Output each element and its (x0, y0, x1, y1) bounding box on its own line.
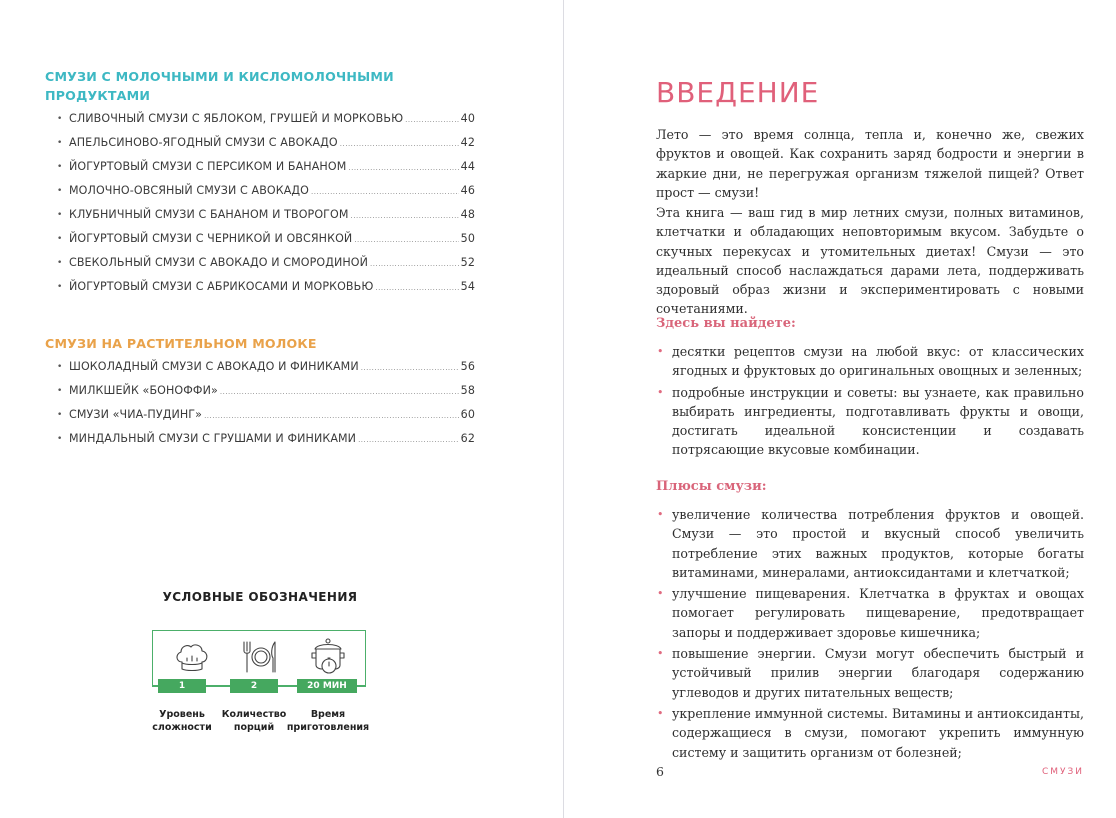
toc-item[interactable] (45, 403, 475, 427)
caption-line: порций (233, 722, 275, 733)
servings-badge: 2 (230, 679, 278, 693)
bullet-icon: • (657, 647, 664, 661)
bullet-icon: • (657, 706, 664, 720)
intro-paragraph: Лето — это время солнца, тепла и, конечно же, свежих фруктов и овощей. Как сохранить заряд бодрости и энергии в жаркие дни, не перегружая организм тяжелой пищей? Ответ прост — смузи! (656, 127, 1084, 200)
dot-leader (348, 156, 458, 180)
toc-item-title: ЙОГУРТОВЫЙ СМУЗИ С АБРИКОСАМИ И МОРКОВЬЮ (69, 280, 374, 293)
toc-item-title: МИЛКШЕЙК «БОНОФФИ» (69, 384, 218, 397)
bullet-icon: • (57, 410, 63, 420)
bullet-icon: • (57, 186, 63, 196)
dot-leader (311, 180, 459, 204)
toc-item[interactable] (45, 155, 475, 179)
list-item (656, 704, 1084, 762)
right-page (564, 0, 1116, 818)
bullet-icon: • (657, 587, 664, 601)
toc-item-title: ЙОГУРТОВЫЙ СМУЗИ С ЧЕРНИКОЙ И ОВСЯНКОЙ (69, 232, 353, 245)
dot-leader (405, 108, 459, 132)
bullet-icon: • (657, 508, 664, 521)
list-item-text: укрепление иммунной системы. Витамины и антиоксиданты, содержащиеся в смузи, помогают укрепить иммунную систему и защитить организм от болезней; (672, 705, 1084, 760)
list-item (656, 342, 1084, 381)
page-number: 6 (656, 764, 664, 779)
toc-heading-line: СМУЗИ С МОЛОЧНЫМИ И КИСЛОМОЛОЧНЫМИ (45, 69, 394, 84)
bullet-icon: • (57, 138, 63, 148)
legend (140, 590, 380, 733)
dot-leader (361, 356, 459, 380)
toc-item-page: 46 (460, 184, 475, 197)
list-item-text: повышение энергии. Смузи могут обеспечить быстрый и устойчивый прилив энергии благодаря содержанию углеводов и других питательных веществ; (672, 646, 1084, 700)
chef-hat-icon (172, 637, 212, 677)
dot-leader (370, 252, 459, 276)
toc-item-title: МОЛОЧНО-ОВСЯНЫЙ СМУЗИ С АВОКАДО (69, 184, 309, 197)
toc-item-page: 50 (460, 232, 475, 245)
section-heading-benefits: Плюсы смузи: (656, 479, 767, 494)
list-item-text: увеличение количества потребления фруктов и овощей. Смузи — это простой и вкусный способ увеличить потребление этих важных продуктов, которые богаты витаминами, минералами, антиоксидантами и клетчаткой; (672, 507, 1084, 580)
running-head: СМУЗИ (1041, 767, 1084, 777)
toc-item[interactable] (45, 227, 475, 251)
plate-cutlery-icon (240, 637, 280, 677)
list-item-text: подробные инструкции и советы: вы узнаете, как правильно выбирать ингредиенты, подготавливать фрукты и овощи, достигать идеальной консистенции и создавать потрясающие вкусовые комбинации. (672, 384, 1084, 458)
bullet-icon: • (57, 282, 63, 292)
dot-leader (204, 404, 459, 428)
page-title: ВВЕДЕНИЕ (656, 76, 820, 109)
bullet-icon: • (57, 234, 63, 244)
toc-item-title: СВЕКОЛЬНЫЙ СМУЗИ С АВОКАДО И СМОРОДИНОЙ (69, 256, 369, 269)
toc-item-title: ЙОГУРТОВЫЙ СМУЗИ С ПЕРСИКОМ И БАНАНОМ (69, 160, 347, 173)
list-item (656, 383, 1084, 460)
pot-timer-icon (308, 637, 348, 677)
toc-section-dairy (45, 67, 475, 299)
dot-leader (220, 380, 459, 404)
toc-item-title: МИНДАЛЬНЫЙ СМУЗИ С ГРУШАМИ И ФИНИКАМИ (69, 432, 357, 445)
toc-item-page: 40 (460, 112, 475, 125)
toc-item[interactable] (45, 131, 475, 155)
caption-line: приготовления (286, 722, 370, 733)
list-item (656, 584, 1084, 642)
caption-line: Время (310, 709, 346, 720)
toc-item-title: СМУЗИ «ЧИА-ПУДИНГ» (69, 408, 203, 421)
legend-title: УСЛОВНЫЕ ОБОЗНАЧЕНИЯ (162, 590, 358, 604)
toc-item[interactable] (45, 427, 475, 451)
bullet-icon: • (57, 210, 63, 220)
toc-item-title: АПЕЛЬСИНОВО-ЯГОДНЫЙ СМУЗИ С АВОКАДО (69, 136, 338, 149)
toc-heading-line: СМУЗИ НА РАСТИТЕЛЬНОМ МОЛОКЕ (45, 336, 317, 351)
toc-item[interactable] (45, 107, 475, 131)
toc-section-plant-milk (45, 334, 475, 451)
bullet-icon: • (57, 114, 63, 124)
bullet-icon: • (57, 386, 63, 396)
list-item (656, 505, 1084, 582)
toc-item-page: 42 (460, 136, 475, 149)
toc-item-title: ШОКОЛАДНЫЙ СМУЗИ С АВОКАДО И ФИНИКАМИ (69, 360, 359, 373)
toc-item-page: 52 (460, 256, 475, 269)
toc-heading-line: ПРОДУКТАМИ (45, 88, 151, 103)
difficulty-badge: 1 (158, 679, 206, 693)
toc-item-page: 44 (460, 160, 475, 173)
dot-leader (375, 276, 458, 300)
toc-list (45, 107, 475, 299)
toc-item[interactable] (45, 203, 475, 227)
toc-item[interactable] (45, 179, 475, 203)
contents-list (656, 342, 1084, 462)
bullet-icon: • (57, 362, 63, 372)
toc-item-page: 60 (460, 408, 475, 421)
caption-line: сложности (152, 722, 212, 733)
toc-item-page: 54 (460, 280, 475, 293)
toc-list (45, 355, 475, 451)
toc-item[interactable] (45, 355, 475, 379)
toc-item-page: 62 (460, 432, 475, 445)
toc-item[interactable] (45, 379, 475, 403)
bullet-icon: • (657, 385, 664, 399)
toc-item-page: 58 (460, 384, 475, 397)
bullet-icon: • (57, 258, 63, 268)
dot-leader (340, 132, 459, 156)
toc-item-title: КЛУБНИЧНЫЙ СМУЗИ С БАНАНОМ И ТВОРОГОМ (69, 208, 349, 221)
time-badge: 20 МИН (297, 679, 357, 693)
section-heading-contents: Здесь вы найдете: (656, 316, 796, 331)
time-caption (283, 708, 373, 734)
toc-item[interactable] (45, 275, 475, 299)
bullet-icon: • (657, 345, 664, 358)
dot-leader (358, 428, 459, 452)
list-item (656, 644, 1084, 702)
list-item-text: улучшение пищеварения. Клетчатка в фруктах и овощах помогает регулировать пищеварение, предотвращает запоры и поддерживает здоровье кишечника; (672, 586, 1084, 640)
toc-item-page: 48 (460, 208, 475, 221)
intro-paragraph: Эта книга — ваш гид в мир летних смузи, полных витаминов, клетчатки и обладающих неповторимым вкусом. Забудьте о скучных перекусах и утомительных диетах! Смузи — это идеальный способ наслаждаться дарами лета, поддерживать здоровый образ жизни и экспериментировать с новыми сочетаниями. (656, 205, 1084, 317)
toc-section-heading (45, 334, 475, 353)
dot-leader (351, 204, 459, 228)
toc-item[interactable] (45, 251, 475, 275)
toc-item-title: СЛИВОЧНЫЙ СМУЗИ С ЯБЛОКОМ, ГРУШЕЙ И МОРКОВЬЮ (69, 112, 404, 125)
list-item-text: десятки рецептов смузи на любой вкус: от классических ягодных и фруктовых до оригинальных овощных и зеленных; (672, 344, 1084, 379)
bullet-icon: • (57, 434, 63, 444)
dot-leader (354, 228, 458, 252)
bullet-icon: • (57, 162, 63, 172)
caption-line: Количество (221, 709, 287, 720)
benefits-list (656, 505, 1084, 764)
caption-line: Уровень (159, 709, 205, 720)
toc-section-heading (45, 67, 475, 105)
toc-item-page: 56 (460, 360, 475, 373)
